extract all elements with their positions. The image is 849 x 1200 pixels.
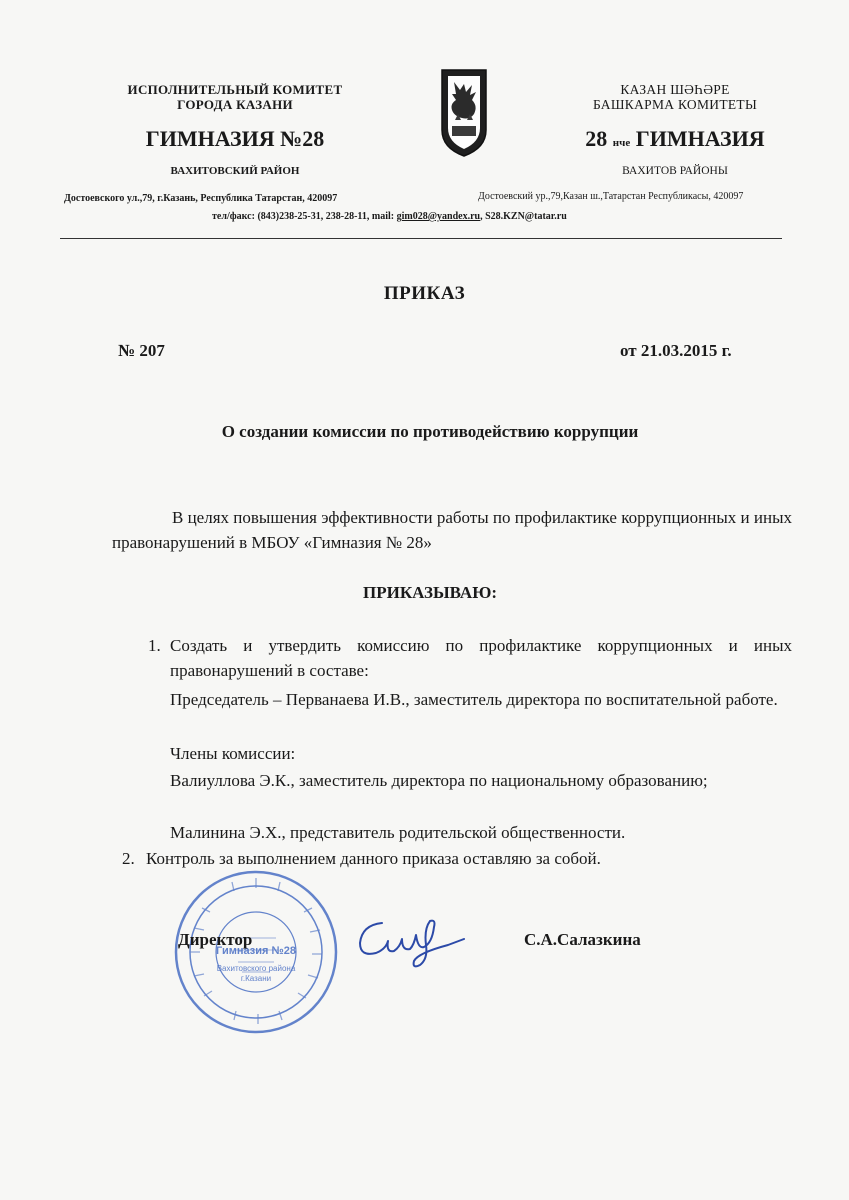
- stamp-inner-text: Гимназия №28: [216, 945, 296, 957]
- signer-name: С.А.Салазкина: [524, 930, 641, 949]
- item-1-member-1: Валиуллова Э.К., заместитель директора по национальному образованию;: [170, 771, 708, 790]
- email-separator: ,: [480, 211, 483, 222]
- item-2-text: Контроль за выполнением данного приказа оставляю за собой.: [146, 849, 601, 868]
- email-secondary: S28.KZN@tatar.ru: [485, 211, 567, 222]
- intro-paragraph: В целях повышения эффективности работы по профилактике коррупционных и иных правонарушений в МБОУ «Гимназия № 28»: [112, 508, 792, 552]
- kazan-coat-of-arms-icon: [440, 68, 488, 158]
- school-word-tt: ГИМНАЗИЯ: [635, 126, 765, 151]
- item-1-member-2: Малинина Э.Х., представитель родительской общественности.: [170, 823, 626, 842]
- item-1-text: Создать и утвердить комиссию по профилактике коррупционных и иных правонарушений в составе:: [170, 636, 792, 680]
- district-ru: ВАХИТОВСКИЙ РАЙОН: [170, 165, 300, 177]
- order-date: от 21.03.2015 г.: [620, 341, 732, 360]
- item-2-number: 2.: [122, 849, 135, 868]
- signer-title: Директор: [178, 930, 253, 949]
- handwritten-signature-icon: [352, 905, 472, 975]
- school-name-ru: ГИМНАЗИЯ №28: [145, 126, 325, 151]
- address-tt: Достоевский ур.,79,Казан ш.,Татарстан Республикасы, 420097: [478, 191, 744, 202]
- phone-fax: тел/факс: (843)238-25-31, 238-28-11, mail:: [212, 211, 395, 222]
- address-ru: Достоевского ул.,79, г.Казань, Республика Татарстан, 420097: [64, 193, 338, 204]
- order-number: № 207: [118, 341, 165, 360]
- contacts-line: [212, 211, 567, 222]
- order-heading: ПРИКАЗЫВАЮ:: [362, 583, 498, 602]
- committee-name-tt-line2: БАШКАРМА КОМИТЕТЫ: [592, 97, 758, 112]
- committee-name-ru-line1: ИСПОЛНИТЕЛЬНЫЙ КОМИТЕТ: [127, 82, 343, 97]
- item-1-members-label: Члены комиссии:: [170, 744, 296, 763]
- header-left-block: [70, 82, 400, 177]
- stamp-district-text: Вахитовского района г.Казани: [216, 964, 296, 983]
- header-divider: [60, 238, 782, 239]
- header-right-block: [540, 82, 810, 177]
- order-subject: О создании комиссии по противодействию коррупции: [221, 422, 639, 441]
- committee-name-ru-line2: ГОРОДА КАЗАНИ: [177, 97, 293, 112]
- document-title: ПРИКАЗ: [383, 283, 466, 304]
- committee-name-tt-line1: КАЗАН ШӘҺӘРЕ: [620, 82, 730, 97]
- school-name-tt: [540, 126, 810, 152]
- item-1-number: 1.: [148, 636, 161, 655]
- item-1-chair: Председатель – Перванаева И.В., заместитель директора по воспитательной работе.: [170, 690, 778, 709]
- district-tt: ВАХИТОВ РАЙОНЫ: [622, 165, 728, 177]
- school-number-suffix: нче: [612, 137, 631, 149]
- email-link-primary[interactable]: gim028@yandex.ru: [396, 211, 481, 222]
- school-number-tt: 28: [585, 126, 608, 151]
